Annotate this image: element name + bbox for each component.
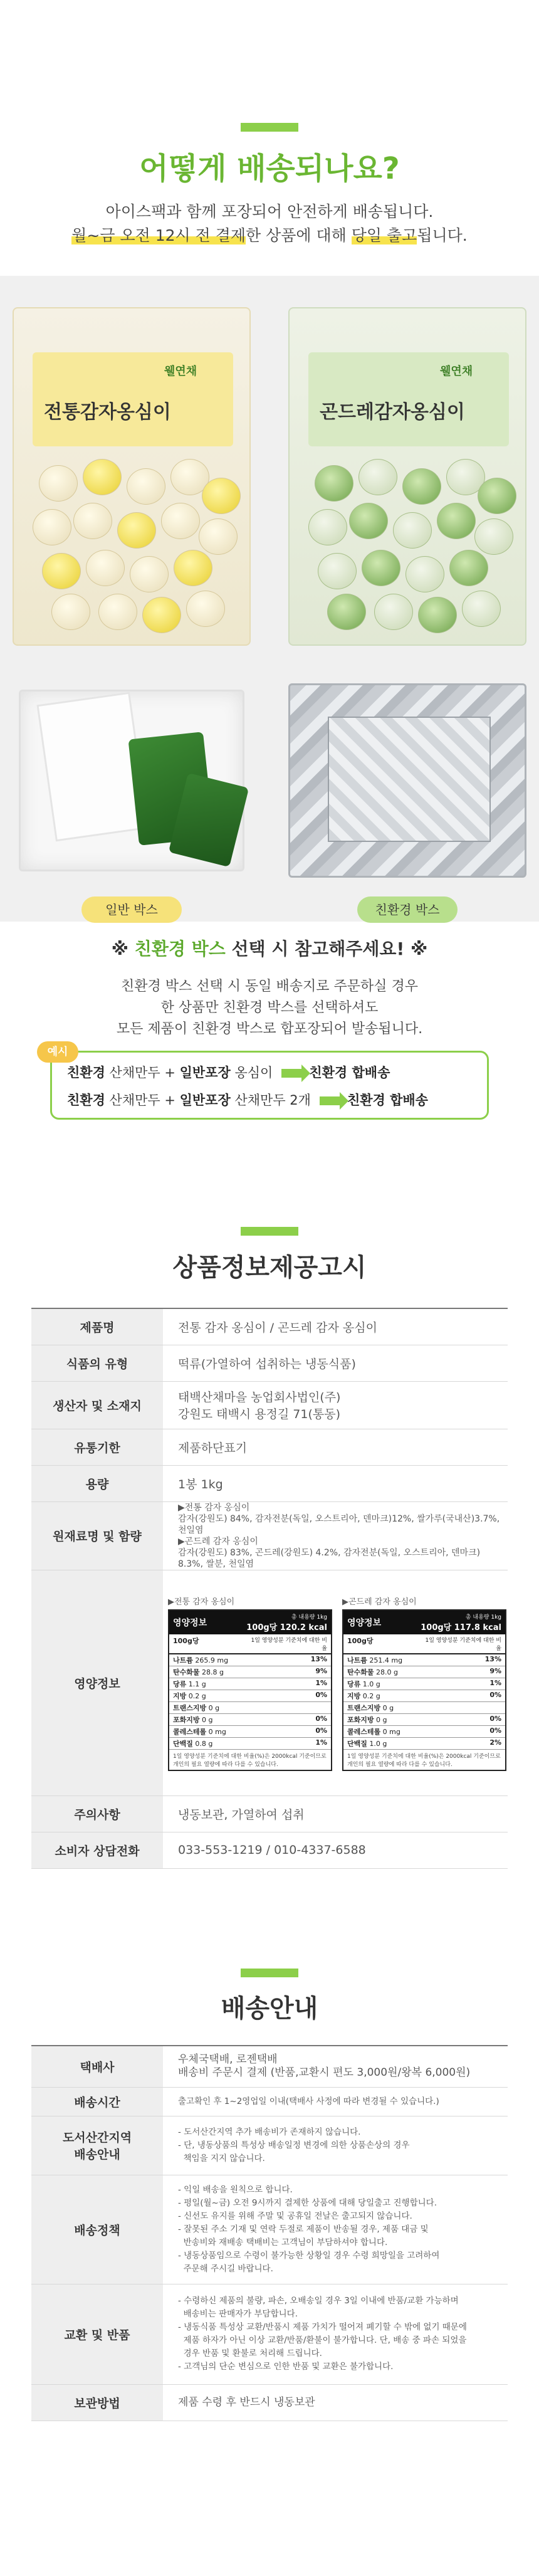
nutrition-cell [163,1570,508,1795]
row-line: - 도서산간지역 추가 배송비가 존재하지 않습니다. [178,2127,361,2137]
nutrition-row: 단백질 1.0 g 2% [343,1738,505,1750]
table-row [31,1465,508,1501]
nutrition-row: 지방 0.2 g 0% [343,1690,505,1702]
delivery-desc-line1: 아이스팩과 함께 포장되어 안전하게 배송됩니다. [105,202,434,221]
nutrition-daily-caption: 1일 영양성분 기준치에 대한 비율 [251,1637,327,1652]
example-badge: 예시 [37,1041,78,1063]
product-photos [0,276,539,922]
nutrition-row: 단백질 0.8 g 1% [169,1738,331,1750]
table-row [31,1381,508,1429]
delivery-intro [0,0,539,276]
table-row [31,2384,508,2421]
bag-label [308,352,509,446]
table-row [31,2175,508,2284]
row-value [163,2284,508,2384]
nutrition-kcal: 100g당 117.8 kcal [421,1622,501,1632]
row-label: 배송시간 [31,2087,163,2116]
general-box-photo [0,665,263,915]
nutrition-per: 100g당 [347,1636,374,1645]
row-line: - 수령하신 제품의 불량, 파손, 오배송일 경우 3일 이내에 반품/교환 가능하며 [178,2296,459,2306]
row-value: ▶전통 감자 옹심이 감자(강원도) 84%, 감자전분(독일, 오스트리아, 덴마크)12%, 쌀가루(국내산)3.7%, 천일염 ▶곤드레 감자 옹심이 감자(강원도) 83%, 곤드레(강원도) 4.2%, 감자전분(독일, 오스트리아, 덴마크) 8.3%, 쌀분, 천일염 [163,1501,508,1570]
row-label: 보관방법 [31,2384,163,2421]
product-info-table [31,1308,508,1869]
row-value: 제품하단표기 [163,1429,508,1465]
row-line: 우체국택배, 로젠택배 [178,2053,278,2066]
nutrition-row: 콜레스테롤 0 mg 0% [343,1726,505,1738]
eco-title-prefix: ※ [111,938,135,959]
table-row [31,2116,508,2175]
nutrition-per: 100g당 [173,1636,199,1645]
bag-image-gondre [288,307,526,646]
row-line: - 냉동상품임으로 수령이 불가능한 상황일 경우 수령 희망일을 고려하여 [178,2250,440,2261]
table-row [31,1795,508,1832]
nutrition-row: 트랜스지방 0 g [169,1702,331,1714]
nutrition-daily-caption: 1일 영양성분 기준치에 대한 비율 [425,1637,501,1652]
row-value [163,2046,508,2087]
row-line: - 고객님의 단순 변심으로 인한 반품 및 교환은 불가합니다. [178,2362,394,2372]
nutrition-row: 지방 0.2 g 0% [169,1690,331,1702]
row-line: 제품 수령 후 반드시 냉동보관 [178,2395,315,2409]
row-line: - 신선도 유지를 위해 주말 및 공휴일 전날은 출고되지 않습니다. [178,2211,412,2221]
row-value: 전통 감자 옹심이 / 곤드레 감자 옹심이 [163,1308,508,1345]
row-line: - 잘못된 주소 기재 및 연락 두절로 제품이 반송될 경우, 제품 대금 및 [178,2224,429,2234]
row-value: 태백산채마을 농업회사법인(주) 강원도 태백시 용정길 71(통동) [163,1381,508,1429]
styrofoam-box-image [19,690,244,871]
nutrition-total: 총 내용량 1kg [465,1614,501,1621]
section-divider-bar [241,1227,298,1236]
highlight-same-day: 당일 출고 [351,226,417,244]
row-value [163,2384,508,2421]
nutrition-row: 포화지방 0 g 0% [169,1714,331,1726]
row-line: 반송비와 재배송 택배비는 고객님이 부담하셔야 합니다. [178,2237,388,2247]
nutrition-caption: ▶전통 감자 옹심이 [168,1597,235,1607]
table-row [31,1345,508,1381]
delivery-title: 어떻게 배송되나요? [139,151,400,186]
row-value: 033-553-1219 / 010-4337-6588 [163,1832,508,1868]
table-row [31,1501,508,1570]
nutrition-facts-label [342,1609,506,1771]
nutrition-row: 나트륨 265.9 mg 13% [169,1654,331,1666]
shipping-title: 배송안내 [221,1994,318,2023]
eco-box-photo [276,665,539,915]
row-value [163,2116,508,2175]
nutrition-footnote: 1일 영양성분 기준치에 대한 비율(%)은 2000kcal 기준이므로 개인의 필요 열량에 따라 다를 수 있습니다. [347,1753,501,1768]
bag-label [33,352,233,446]
eco-notice-title [0,935,539,960]
row-label: 교환 및 반품 [31,2284,163,2384]
row-label: 도서산간지역 배송안내 [31,2116,163,2175]
row-line: 책임을 지지 않습니다. [178,2153,265,2163]
row-value: 1봉 1kg [163,1465,508,1501]
nutrition-head: 영양정보 [173,1617,207,1628]
table-row [31,2284,508,2384]
row-value [163,2175,508,2284]
bag-image-original [13,307,251,646]
nutrition-head: 영양정보 [347,1617,382,1628]
nutrition-footnote: 1일 영양성분 기준치에 대한 비율(%)은 2000kcal 기준이므로 개인의 필요 열량에 따라 다를 수 있습니다. [173,1753,327,1768]
row-line: 출고확인 후 1~2영업일 이내(택배사 사정에 따라 변경될 수 있습니다.) [178,2096,439,2106]
nutrition-caption: ▶곤드레 감자 옹심이 [342,1597,417,1607]
brand-logo: 웰연채 [440,365,473,378]
row-line: - 평일(월~금) 오전 9시까지 결제한 상품에 대해 당일출고 진행합니다. [178,2197,437,2208]
section-divider-bar [241,123,298,132]
delivery-desc-line2 [0,223,539,246]
eco-notice-line3: 모든 제품이 친환경 박스로 합포장되어 발송됩니다. [116,1021,423,1037]
product-bag-gondre [276,288,539,658]
delivery-desc-end: 됩니다. [417,226,468,244]
section-divider-bar [241,1969,298,1977]
bag-product-name: 곤드레감자옹심이 [320,401,465,423]
eco-example-row2: 친환경 산채만두 + 일반포장 산채만두 2개 친환경 합배송 [67,1093,428,1108]
eco-title-suffix: 선택 시 참고해주세요! ※ [225,938,428,959]
row-line: 배송비는 판매자가 부담합니다. [178,2309,298,2319]
nutrition-row: 탄수화물 28.8 g 9% [169,1666,331,1678]
row-label: 주의사항 [31,1795,163,1832]
row-value: 떡류(가열하여 섭취하는 냉동식품) [163,1345,508,1381]
box-label-eco: 친환경 박스 [357,896,458,923]
notice-title: 상품정보제공고시 [172,1253,367,1282]
nutrition-kcal: 100g당 120.2 kcal [246,1622,327,1632]
row-label: 배송정책 [31,2175,163,2284]
brand-logo: 웰연채 [164,365,197,378]
box-label-general: 일반 박스 [81,896,182,923]
row-label: 택배사 [31,2046,163,2087]
row-value [163,2087,508,2116]
row-label: 유통기한 [31,1429,163,1465]
nutrition-row: 탄수화물 28.0 g 9% [343,1666,505,1678]
row-line: 주문해 주시길 바랍니다. [178,2263,273,2274]
row-line: - 단, 냉동상품의 특성상 배송일정 변경에 의한 상품손상의 경우 [178,2140,410,2150]
nutrition-panel [342,1595,506,1771]
eco-example-row1: 친환경 산채만두 + 일반포장 옹심이 친환경 합배송 [67,1065,390,1080]
product-bag-original [0,288,263,658]
row-line: 경우 반품 및 환불로 처리해 드립니다. [178,2348,322,2358]
row-label: 용량 [31,1465,163,1501]
nutrition-row: 나트륨 251.4 mg 13% [343,1654,505,1666]
row-label: 생산자 및 소재지 [31,1381,163,1429]
eco-example-box [47,1046,489,1120]
row-label: 식품의 유형 [31,1345,163,1381]
eco-title-highlight: 친환경 박스 [134,938,226,959]
shipping-info-table [31,2045,508,2421]
nutrition-row: 콜레스테롤 0 mg 0% [169,1726,331,1738]
row-label: 영양정보 [31,1570,163,1795]
row-label: 소비자 상담전화 [31,1832,163,1868]
highlight-cutoff-time: 월~금 오전 12시 전 결제 [71,226,246,244]
nutrition-facts-label [168,1609,332,1771]
eco-notice-line2: 한 상품만 친환경 박스를 선택하셔도 [160,1000,379,1016]
arrow-right-icon [281,1069,301,1078]
row-line: 제품 하자가 아닌 이상 교환/반품/환불이 불가합니다. 단, 배송 중 파손 되었을 [178,2335,467,2345]
delivery-desc-text: 한 상품에 대해 [246,226,352,244]
row-line: - 익일 배송을 원칙으로 합니다. [178,2184,293,2195]
nutrition-row: 트랜스지방 0 g [343,1702,505,1714]
nutrition-row: 당류 1.1 g 1% [169,1678,331,1690]
nutrition-total: 총 내용량 1kg [291,1614,327,1621]
bag-product-name: 전통감자옹심이 [44,401,171,423]
nutrition-row: 포화지방 0 g 0% [343,1714,505,1726]
row-line: - 냉동식품 특성상 교환/반품시 제품 가치가 떨어져 폐기할 수 밖에 없기 때문에 [178,2322,467,2332]
row-value: 냉동보관, 가열하여 섭취 [163,1795,508,1832]
nutrition-row: 당류 1.0 g 1% [343,1678,505,1690]
foil-box-image [288,683,526,878]
arrow-right-icon [320,1096,340,1105]
row-label: 제품명 [31,1308,163,1345]
row-line: 배송비 주문시 결제 (반품,교환시 편도 3,000원/왕복 6,000원) [178,2066,471,2079]
table-row [31,1308,508,1345]
table-row [31,1429,508,1465]
table-row [31,1570,508,1795]
table-row [31,1832,508,1868]
nutrition-panel [168,1595,332,1771]
table-row [31,2087,508,2116]
row-label: 원재료명 및 함량 [31,1501,163,1570]
table-row [31,2046,508,2087]
eco-notice-line1: 친환경 박스 선택 시 동일 배송지로 주문하실 경우 [121,979,418,994]
